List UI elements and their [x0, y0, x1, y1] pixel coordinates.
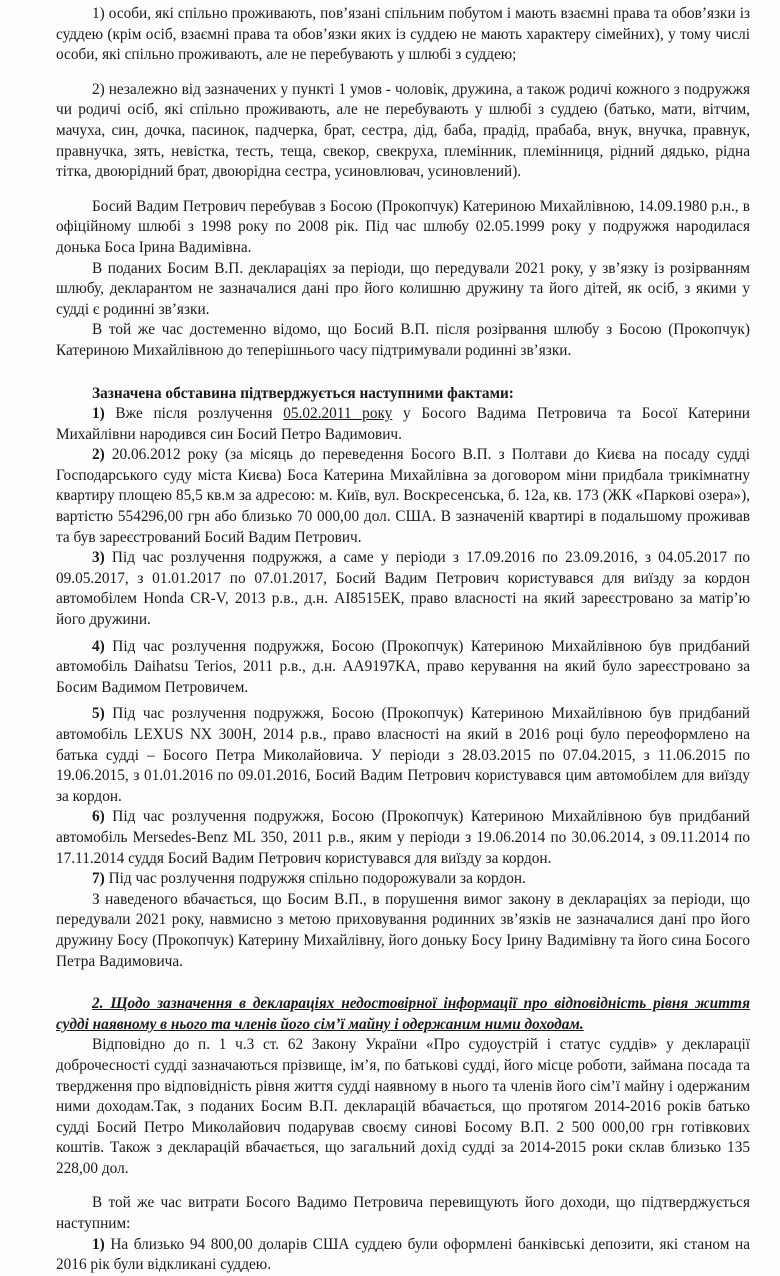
paragraph-conclusion: З наведеного вбачається, що Босим В.П., в порушення вимог закону в деклараціях за періоди, що передували 2021 року, навмисно з метою приховування родинних зв’язків не зазначалися дані про його дружину Босу (Прокопчук) Катерину Михайлівну, його доньку Босу Ірину Вадимівну та його сина Босого Петра Вадимовича. — [56, 890, 750, 970]
fact-text: Під час розлучення подружжя, Босою (Прокопчук) Катериною Михайлівною був придбаний автомобіль Daihatsu Terios, 2011 р.в., д.н. АА9197КА, право керування на який було зареєстровано за Босим Вадимом Петровичем. — [56, 637, 750, 696]
paragraph-declarations: В поданих Босим В.П. деклараціях за періоди, що передували 2021 року, у зв’язку із розірванням шлюбу, декларантом не зазначалися дані про його колишню дружину та його дітей, як осіб, з якими у судді є родинні зв’язки. — [56, 259, 750, 318]
fact-2 — [56, 445, 750, 548]
fact-text: Під час розлучення подружжя, Босою (Прокопчук) Катериною Михайлівною був придбаний автомобіль LEXUS NX 300H, 2014 р.в., право власності на який в 2016 році було переоформлено на батька судді – Босого Петра Миколайовича. У періоди з 28.03.2015 по 07.04.2015, з 11.06.2015 по 19.06.2015, з 01.01.2016 по 09.01.2016, Босий Вадим Петрович користувався цим автомобілем для виїзду за кордон. — [56, 705, 750, 805]
fact-text: Під час розлучення подружжя, Босою (Прокопчук) Катериною Михайлівною був придбаний автомобіль Mersedes-Benz ML 350, 2011 р.в., яким у періоди з 19.06.2014 по 30.06.2014, з 09.11.2014 по 17.11.2014 суддя Босий Вадим Петрович користувався для виїзду за кордон. — [56, 808, 750, 867]
fact-5 — [56, 704, 750, 807]
fact-number: 3) — [92, 549, 105, 567]
fact-text: у Босого Вадима Петровича та Босої Катерини Михайлівни народився син Босий Петро Вадимович. — [56, 405, 750, 443]
fact-3 — [56, 548, 750, 630]
fact-1 — [56, 404, 750, 445]
fact-text: 20.06.2012 року (за місяць до переведення Босого В.П. з Полтави до Києва на посаду судді Господарського суду міста Києва) Боса Катерина Михайлівна за договором міни придбала трикімнатну квартиру площею 85,5 кв.м за адресою: м. Київ, вул. Воскресенська, б. 12а, кв. 173 (ЖК «Паркові озера»), вартістю 554296,00 грн або близько 70 000,00 дол. США. В зазначеній квартирі в подальшому проживав та був зареєстрований Босий Вадим Петрович. — [56, 446, 750, 546]
fact-text: Вже після розлучення — [104, 405, 284, 423]
paragraph-marriage: Босий Вадим Петрович перебував з Босою (Прокопчук) Катериною Михайлівною, 14.09.1980 р.н., в офіційному шлюбі з 1998 року по 2008 рік. Під час шлюбу 02.05.1999 року у подружжя народилася донька Боса Ірина Вадимівна. — [56, 197, 750, 256]
facts-heading: Зазначена обставина підтверджується наступними фактами: — [92, 384, 514, 402]
paragraph-family-ties: В той же час достеменно відомо, що Босий В.П. після розірвання шлюбу з Босою (Прокопчук) Катериною Михайлівною до теперішнього часу підтримували родинні зв’язки. — [56, 321, 750, 359]
fact-date: 05.02.2011 року — [283, 405, 393, 423]
fact-7 — [56, 869, 750, 890]
fact-text: Під час розлучення подружжя, а саме у періоди з 17.09.2016 по 23.09.2016, з 04.05.2017 по 09.05.2017, з 01.01.2017 по 07.01.2017, Босий Вадим Петрович користувався для виїзду за кордон автомобілем Honda CR-V, 2013 р.в., д.н. АІ8515ЕК, право власності на який зареєстровано за матір’ю його дружини. — [56, 549, 750, 629]
fact-number: 1) — [92, 405, 105, 423]
fact-number: 7) — [92, 870, 105, 888]
paragraph-expenses: В той же час витрати Босого Вадимо Петровича перевищують його доходи, що підтверджується наступним: — [56, 1194, 750, 1233]
fact-number: 6) — [92, 808, 105, 826]
paragraph-law-reference: Відповідно до п. 1 ч.3 ст. 62 Закону України «Про судоустрій і статус суддів» у декларації доброчесності судді зазначаються прізвище, ім’я, по батькові судді, його місце роботи, займана посада та твердження про відповідність рівня життя судді наявному в нього та членів його сім’ї майну і одержаним ними доходам.Так, з поданих Босим В.П. декларацій вбачається, що протягом 2014-2016 років батько судді Босий Петро Миколайович подарував своєму синові Босому В.П. 2 500 000,00 грн готівкових коштів. Також з декларацій вбачається, що загальний дохід судді за 2014-2015 роки склав близько 135 228,00 дол. — [56, 1036, 750, 1177]
paragraph-item-2: 2) незалежно від зазначених у пункті 1 умов - чоловік, дружина, а також родичі кожного з подружжя чи родичі осіб, які спільно проживають, але не перебувають у шлюбі з суддею (батько, мати, вітчим, мачуха, син, дочка, пасинок, падчерка, брат, сестра, дід, баба, прадід, прабаба, внук, внучка, правнук, правнучка, зять, невістка, тесть, теща, свекор, свекруха, племінник, племінниця, рідний дядько, рідна тітка, двоюрідний брат, двоюрідна сестра, усиновлювач, усиновлений). — [56, 80, 750, 181]
fact-number: 5) — [92, 705, 105, 723]
paragraph-item-1: 1) особи, які спільно проживають, пов’язані спільним побутом і мають взаємні права та обов’язки із суддею (крім осіб, взаємні права та обов’язки яких із суддею не мають характеру сімейних), у тому числі особи, які спільно проживають, але не перебувають у шлюбі з суддею; — [56, 5, 750, 64]
fact-number: 2) — [92, 446, 105, 464]
expense-number: 1) — [92, 1235, 105, 1253]
expense-text: На близько 94 800,00 доларів США суддею були оформлені банківські депозити, які станом на 2016 рік були відкликані суддею. — [56, 1235, 750, 1274]
fact-4 — [56, 637, 750, 699]
section-2-heading: 2. Щодо зазначення в деклараціях недостовірної інформації про відповідність рівня життя судді наявному в нього та членів його сім’ї майну і одержаним ними доходам. — [56, 995, 750, 1033]
fact-number: 4) — [92, 637, 105, 655]
expense-item-1 — [56, 1235, 750, 1276]
fact-6 — [56, 807, 750, 869]
fact-text: Під час розлучення подружжя спільно подорожували за кордон. — [104, 870, 526, 888]
